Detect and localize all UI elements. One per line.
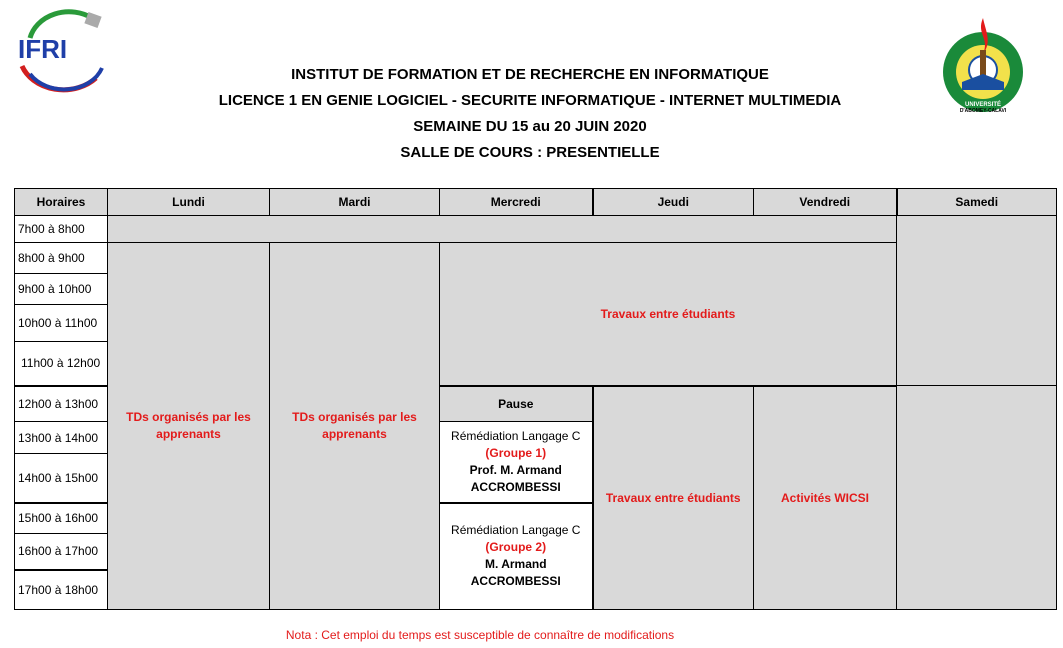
pause-block: Pause [440, 386, 593, 422]
mardi-td-line1: TDs organisés par les [292, 410, 417, 424]
groupe1-course: Rémédiation Langage C [451, 428, 581, 443]
lundi-td-block [108, 243, 270, 610]
header-samedi: Samedi [897, 189, 1057, 216]
header-vendredi: Vendredi [754, 189, 897, 216]
groupe1-teacher-line2: ACCROMBESSI [470, 479, 561, 494]
vendredi-afternoon-block: Activités WICSI [754, 386, 897, 610]
time-slot: 12h00 à 13h00 [15, 386, 108, 422]
time-slot: 15h00 à 16h00 [15, 503, 108, 534]
ifri-logo-text: IFRI [18, 34, 68, 64]
time-slot: 14h00 à 15h00 [15, 454, 108, 503]
ifri-logo [12, 8, 112, 94]
time-slot: 8h00 à 9h00 [15, 243, 108, 274]
groupe2-label: (Groupe 2) [485, 540, 547, 555]
time-slot: 17h00 à 18h00 [15, 570, 108, 610]
header-program: LICENCE 1 EN GENIE LOGICIEL - SECURITE INFORMATIQUE - INTERNET MULTIMEDIA [218, 92, 842, 109]
time-slot: 9h00 à 10h00 [15, 274, 108, 305]
samedi-afternoon-block [897, 386, 1057, 610]
header-horaires: Horaires [15, 189, 108, 216]
header-room: SALLE DE COURS : PRESENTIELLE [400, 144, 660, 161]
mardi-td-block [270, 243, 440, 610]
empty-block-morning [108, 216, 897, 243]
mardi-td-line2: apprenants [322, 427, 387, 441]
uac-logo-text-top: UNIVERSITÉ [964, 102, 1002, 108]
lundi-td-line1: TDs organisés par les [126, 410, 251, 424]
header-jeudi: Jeudi [593, 189, 754, 216]
timetable [14, 188, 1057, 610]
time-slot: 16h00 à 17h00 [15, 534, 108, 570]
groupe1-label: (Groupe 1) [485, 445, 547, 460]
time-slot: 13h00 à 14h00 [15, 422, 108, 454]
remediation-groupe1 [440, 422, 593, 503]
groupe2-teacher-line1: M. Armand [484, 557, 547, 572]
remediation-groupe2 [440, 503, 593, 610]
document-header [120, 62, 940, 166]
time-slot: 7h00 à 8h00 [15, 216, 108, 243]
groupe2-teacher-line2: ACCROMBESSI [470, 574, 561, 589]
groupe2-course: Rémédiation Langage C [451, 523, 581, 538]
travaux-morning-block: Travaux entre étudiants [440, 243, 897, 386]
uac-logo-text-bottom: D'ABOMEY-CALAVI [959, 108, 1007, 114]
header-lundi: Lundi [108, 189, 270, 216]
jeudi-afternoon-block: Travaux entre étudiants [593, 386, 754, 610]
samedi-morning-block [897, 216, 1057, 386]
header-week: SEMAINE DU 15 au 20 JUIN 2020 [413, 118, 647, 135]
time-slot: 11h00 à 12h00 [15, 342, 108, 386]
header-mardi: Mardi [270, 189, 440, 216]
nota-footnote: Nota : Cet emploi du temps est susceptible de connaître de modifications [285, 628, 675, 642]
header-institute: INSTITUT DE FORMATION ET DE RECHERCHE EN INFORMATIQUE [291, 66, 769, 83]
time-slot: 10h00 à 11h00 [15, 305, 108, 342]
uac-logo [938, 14, 1028, 114]
groupe1-teacher-line1: Prof. M. Armand [469, 462, 562, 477]
lundi-td-line2: apprenants [156, 427, 221, 441]
header-mercredi: Mercredi [440, 189, 593, 216]
